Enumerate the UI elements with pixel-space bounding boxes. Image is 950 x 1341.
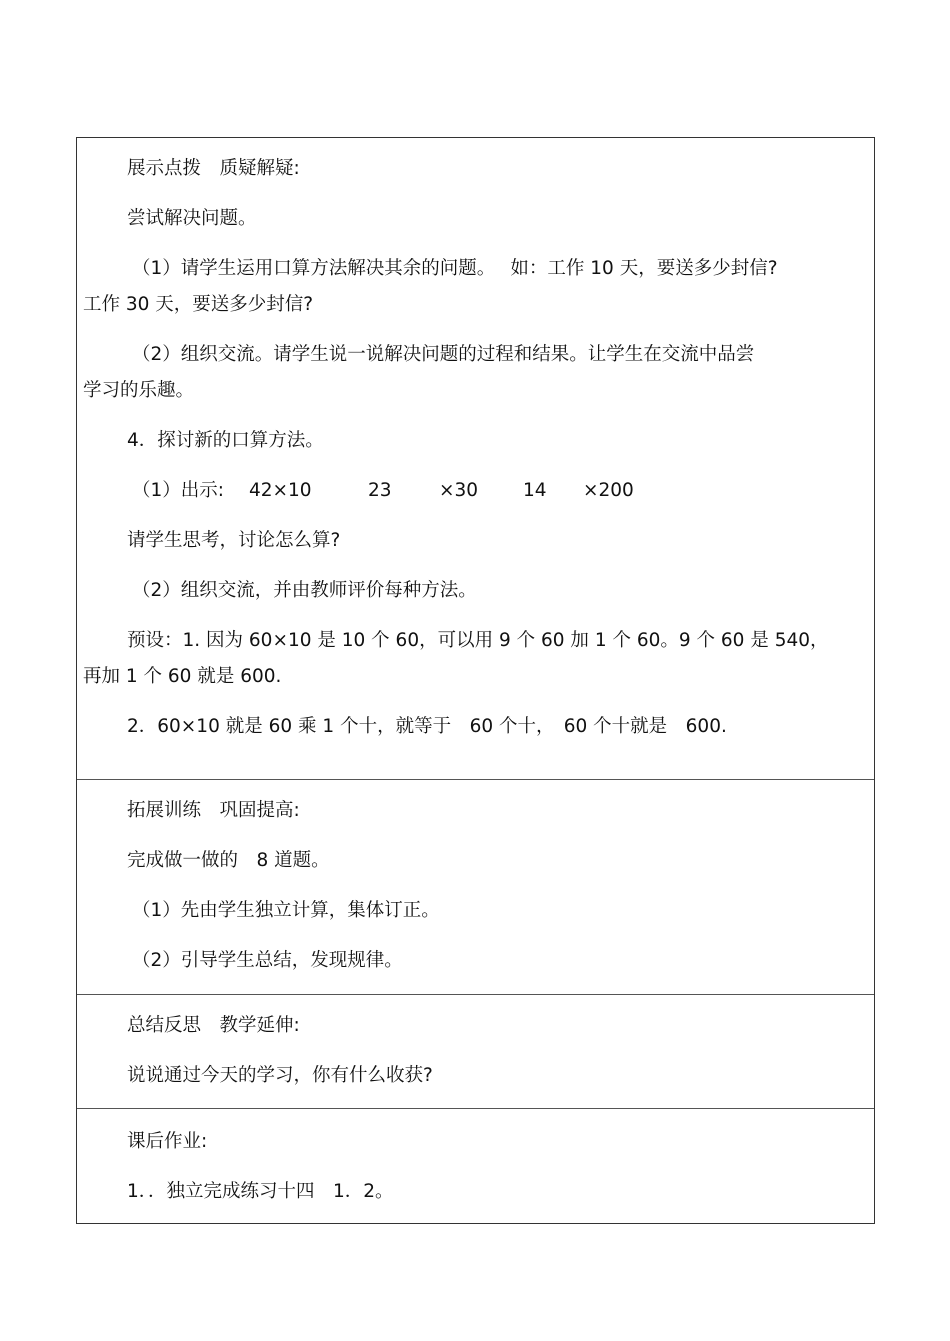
paragraph: （2）组织交流。请学生说一说解决问题的过程和结果。让学生在交流中品尝 <box>132 344 755 365</box>
expression: 23 <box>368 480 392 501</box>
section-heading: 总结反思 教学延伸: <box>127 1015 300 1036</box>
paragraph: 4．探讨新的口算方法。 <box>127 430 324 451</box>
paragraph: （1）请学生运用口算方法解决其余的问题。 如：工作 10 天，要送多少封信? <box>132 258 778 279</box>
section-extension <box>77 779 874 994</box>
lesson-plan-table <box>76 137 875 1224</box>
paragraph: 预设：1. 因为 60×10 是 10 个 60，可以用 9 个 60 加 1 个 60。9 个 60 是 540， <box>127 630 829 651</box>
math-expressions <box>77 478 874 504</box>
paragraph: 1．．独立完成练习十四 1．2。 <box>127 1181 394 1202</box>
paragraph: （2）引导学生总结，发现规律。 <box>132 950 403 971</box>
paragraph: 尝试解决问题。 <box>127 208 257 229</box>
section-summary <box>77 994 874 1108</box>
paragraph: 学习的乐趣。 <box>83 380 195 401</box>
expression: 14 <box>523 480 547 501</box>
paragraph: 2．60×10 就是 60 乘 1 个十，就等于 60 个十， 60 个十就是 600. <box>127 716 727 737</box>
paragraph: 请学生思考，讨论怎么算? <box>127 530 341 551</box>
section-heading: 课后作业: <box>127 1131 208 1152</box>
section-homework <box>77 1108 874 1223</box>
paragraph: 说说通过今天的学习，你有什么收获? <box>127 1065 433 1086</box>
paragraph: 完成做一做的 8 道题。 <box>127 850 330 871</box>
expression: 42×10 <box>249 480 312 501</box>
paragraph: （1）先由学生独立计算，集体订正。 <box>132 900 440 921</box>
expression-label: （1）出示: <box>132 480 225 501</box>
expression: ×30 <box>439 480 479 501</box>
section-presentation <box>77 156 874 779</box>
expression: ×200 <box>583 480 634 501</box>
paragraph: 再加 1 个 60 就是 600. <box>83 666 282 687</box>
section-heading: 展示点拨 质疑解疑: <box>127 158 300 179</box>
section-heading: 拓展训练 巩固提高: <box>127 800 300 821</box>
paragraph: （2）组织交流，并由教师评价每种方法。 <box>132 580 477 601</box>
paragraph: 工作 30 天，要送多少封信? <box>83 294 314 315</box>
